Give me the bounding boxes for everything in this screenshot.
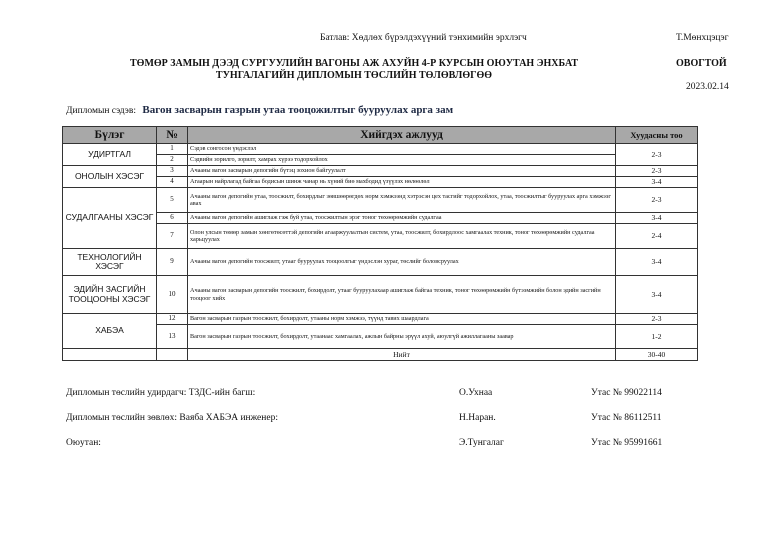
signature-name: О.Ухнаа xyxy=(459,388,493,398)
table-row xyxy=(63,213,698,224)
row-weeks: 2-3 xyxy=(616,314,698,325)
header-section: Бүлэг xyxy=(63,127,157,144)
row-weeks: 1-2 xyxy=(616,325,698,349)
table-row xyxy=(63,224,698,249)
row-weeks: 2-3 xyxy=(616,144,698,166)
row-number: 4 xyxy=(157,177,188,188)
total-label: Нийт xyxy=(188,349,616,361)
signature-phone: Утас № 86112511 xyxy=(591,413,662,423)
row-text: Агаарын найрлагад байгаа бодисын шинж чанар нь хүний биө махбодид үзүүлэх нөлөөлөл xyxy=(188,177,616,188)
row-weeks: 3-4 xyxy=(616,249,698,276)
signature-role: Оюутан: xyxy=(66,438,101,448)
header-weeks: Хуудасны тоо xyxy=(616,127,698,144)
table-row xyxy=(63,166,698,177)
row-text: Ачааны вагон депогийн утаа, тоосжилт, бохирдлыг зөвшөөрөгдөх норм хэмжээнд хэтрэсэн цех тасгийг тодорхойлох, утаа, тоосжилтыг бууруулах арга хэмжээг авах xyxy=(188,188,616,213)
document-date: 2023.02.14 xyxy=(686,82,729,92)
approval-label: Батлав: Хөдлөх бүрэлдэхүүний тэнхимийн эрхлэгч xyxy=(320,33,527,43)
row-number: 9 xyxy=(157,249,188,276)
row-number: 7 xyxy=(157,224,188,249)
row-text: Вагон засварын газрын тоосжилт, бохирдолт, утаанаас хамгаалах, ажлын байрны эрүүл ахуй, аюулгүй ажиллагааны заавар xyxy=(188,325,616,349)
row-text: Сэдвийн зорилго, зорилт, хамрах хүрээ тодорхойлох xyxy=(188,155,616,166)
row-number: 10 xyxy=(157,276,188,314)
row-number: 12 xyxy=(157,314,188,325)
document-title-suffix: ОВОГТОЙ xyxy=(676,58,727,69)
table-total-row xyxy=(63,349,698,361)
document-title-line2: ТУНГАЛАГИЙН ДИПЛОМЫН ТӨСЛИЙН ТӨЛӨВЛӨГӨӨ xyxy=(215,70,493,81)
row-text: Сэдэв сонгосон үндэслэл xyxy=(188,144,616,155)
row-text: Ачааны вагон депогийн тоосжилт, утааг бууруулах тооцоолгыг үндэслэн хураг, төслийг боловсруулах xyxy=(188,249,616,276)
row-number: 5 xyxy=(157,188,188,213)
row-text: Ачааны вагон депогийн ашиглаж гэж буй утаа, тоосжилтын эрэг тоног төхөөрөмжийн судалгаа xyxy=(188,213,616,224)
row-weeks: 3-4 xyxy=(616,177,698,188)
section-cell: ЭДИЙН ЗАСГИЙН ТООЦООНЫ ХЭСЭГ xyxy=(63,276,157,314)
table-row xyxy=(63,249,698,276)
table-row xyxy=(63,325,698,349)
row-text: Вагон засварын газрын тоосжилт, бохирдолт, утааны норм хэмжээ, түүнд тавих шаардлага xyxy=(188,314,616,325)
total-empty-cell xyxy=(157,349,188,361)
topic-value: Вагон засварын газрын утаа тооцожилтыг бууруулах арга зам xyxy=(142,104,454,116)
signature-phone: Утас № 95991661 xyxy=(591,438,663,448)
section-cell: ТЕХНОЛОГИЙН ХЭСЭГ xyxy=(63,249,157,276)
table-row xyxy=(63,177,698,188)
table-header-row xyxy=(63,127,698,144)
signature-role: Дипломын төслийн удирдагч: ТЗДС-ийн багш: xyxy=(66,388,256,398)
signature-phone: Утас № 99022114 xyxy=(591,388,662,398)
row-text: Ачааны вагон засварын депогийн бүтэц зохион байгуулалт xyxy=(188,166,616,177)
approver-name: Т.Мөнхцэцэг xyxy=(676,33,729,43)
section-cell: ХАБЭА xyxy=(63,314,157,349)
table-row xyxy=(63,155,698,166)
row-weeks: 3-4 xyxy=(616,213,698,224)
table-row xyxy=(63,144,698,155)
signature-name: Э.Тунгалаг xyxy=(459,438,504,448)
row-weeks: 3-4 xyxy=(616,276,698,314)
total-empty-cell xyxy=(63,349,157,361)
row-text: Ачааны вагон засварын депогийн тоосжилт, бохирдолт, утааг бууруулахаар ашиглаж байгаа техник, тоног төхөөрөмжийн бүтээмжийн болон эдийн засгийн тооцоог хийх xyxy=(188,276,616,314)
table-row xyxy=(63,276,698,314)
total-value: 30-40 xyxy=(616,349,698,361)
row-number: 6 xyxy=(157,213,188,224)
section-cell: ОНОЛЫН ХЭСЭГ xyxy=(63,166,157,188)
topic-label: Дипломын сэдэв: xyxy=(66,106,137,116)
row-number: 3 xyxy=(157,166,188,177)
section-cell: СУДАЛГААНЫ ХЭСЭГ xyxy=(63,188,157,249)
plan-table xyxy=(62,126,698,361)
section-cell: УДИРТГАЛ xyxy=(63,144,157,166)
topic-line xyxy=(66,104,453,116)
row-weeks: 2-3 xyxy=(616,166,698,177)
table-row xyxy=(63,188,698,213)
row-text: Олон улсын төмөр замын хөнгөтөсөттэй депогийн агааржуулалтын систем, утаа, тоосжилт, бохирдлоос хамгаалах техник, тоног төхөөрөмжийн судалгаа харьцуулах xyxy=(188,224,616,249)
row-weeks: 2-4 xyxy=(616,224,698,249)
signature-name: Н.Наран. xyxy=(459,413,496,423)
document-title-line1: ТӨМӨР ЗАМЫН ДЭЭД СУРГУУЛИЙН ВАГОНЫ АЖ АХУЙН 4-Р КУРСЫН ОЮУТАН ЭНХБАТ xyxy=(130,58,578,69)
table-row xyxy=(63,314,698,325)
signature-role: Дипломын төслийн зөвлөх: Ваяба ХАБЭА инженер: xyxy=(66,413,278,423)
header-number: № xyxy=(157,127,188,144)
row-number: 1 xyxy=(157,144,188,155)
row-number: 13 xyxy=(157,325,188,349)
row-weeks: 2-3 xyxy=(616,188,698,213)
header-content: Хийгдэх ажлууд xyxy=(188,127,616,144)
row-number: 2 xyxy=(157,155,188,166)
